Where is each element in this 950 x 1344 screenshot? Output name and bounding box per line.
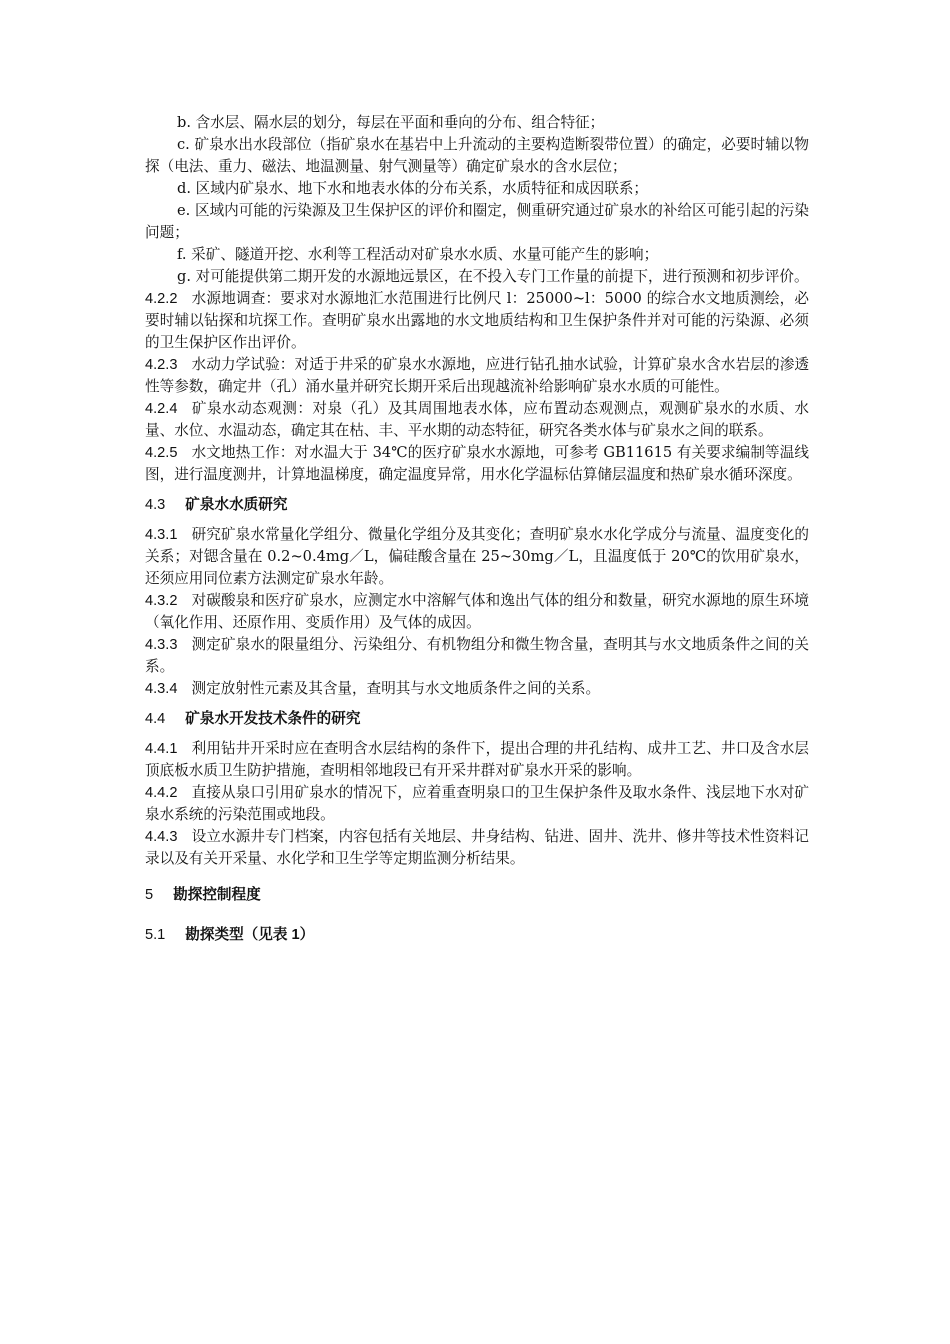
clause-4-2-3 <box>145 354 809 398</box>
clause-number: 4.4.1 <box>145 741 178 757</box>
clause-text: 水源地调查：要求对水源地汇水范围进行比例尺 l：25000~l：5000 的综合水文地质测绘，必要时辅以钻探和坑探工作。查明矿泉水出露地的水文地质结构和卫生保护条件并对可能的污染源、必须的卫生保护区作出评价。 <box>145 290 809 351</box>
clause-4-3-4 <box>145 678 809 700</box>
item-d: d. 区域内矿泉水、地下水和地表水体的分布关系，水质特征和成因联系； <box>177 180 649 197</box>
section-title: 矿泉水水质研究 <box>185 497 288 513</box>
section-number: 4.3 <box>145 497 166 513</box>
clause-text: 矿泉水动态观测：对泉（孔）及其周围地表水体，应布置动态观测点，观测矿泉水的水质、水量、水位、水温动态，确定其在枯、丰、平水期的动态特征，研究各类水体与矿泉水之间的联系。 <box>145 400 809 439</box>
section-number: 5 <box>145 887 154 903</box>
clause-text: 测定放射性元素及其含量，查明其与水文地质条件之间的关系。 <box>191 680 601 697</box>
clause-4-2-5 <box>145 442 809 486</box>
clause-number: 4.2.5 <box>145 445 178 461</box>
document-page <box>145 112 809 946</box>
clause-4-3-1 <box>145 524 809 590</box>
section-title: 矿泉水开发技术条件的研究 <box>185 711 361 727</box>
clause-number: 4.3.1 <box>145 527 178 543</box>
clause-text: 水动力学试验：对适于井采的矿泉水水源地，应进行钻孔抽水试验，计算矿泉水含水岩层的渗透性等参数，确定井（孔）涌水量并研究长期开采后出现越流补给影响矿泉水水质的可能性。 <box>145 356 809 395</box>
clause-4-3-3 <box>145 634 809 678</box>
item-c: c. 矿泉水出水段部位（指矿泉水在基岩中上升流动的主要构造断裂带位置）的确定，必要时辅以物探（电法、重力、磁法、地温测量、射气测量等）确定矿泉水的含水层位； <box>145 136 809 175</box>
clause-number: 4.2.2 <box>145 291 178 307</box>
clause-number: 4.3.2 <box>145 593 178 609</box>
section-title: 勘探类型（见表 1） <box>185 927 315 943</box>
clause-4-4-3 <box>145 826 809 870</box>
section-heading-4-4 <box>145 708 809 730</box>
clause-text: 利用钻井开采时应在查明含水层结构的条件下，提出合理的井孔结构、成井工艺、井口及含水层顶底板水质卫生防护措施，查明相邻地段已有开采井群对矿泉水开采的影响。 <box>145 740 809 779</box>
section-heading-4-3 <box>145 494 809 516</box>
clause-number: 4.4.3 <box>145 829 178 845</box>
item-e: e. 区域内可能的污染源及卫生保护区的评价和圈定，侧重研究通过矿泉水的补给区可能引起的污染问题； <box>145 202 809 241</box>
item-g: g. 对可能提供第二期开发的水源地远景区，在不投入专门工作量的前提下，进行预测和初步评价。 <box>177 268 809 285</box>
section-heading-5-1 <box>145 924 809 946</box>
clause-4-4-1 <box>145 738 809 782</box>
section-number: 4.4 <box>145 711 166 727</box>
clause-number: 4.2.3 <box>145 357 178 373</box>
clause-4-2-4 <box>145 398 809 442</box>
clause-number: 4.3.4 <box>145 681 178 697</box>
clause-number: 4.3.3 <box>145 637 178 653</box>
section-title: 勘探控制程度 <box>173 887 261 903</box>
clause-number: 4.2.4 <box>145 401 178 417</box>
clause-text: 设立水源井专门档案，内容包括有关地层、井身结构、钻进、固井、洗井、修井等技术性资料记录以及有关开采量、水化学和卫生学等定期监测分析结果。 <box>145 828 809 867</box>
chapter-heading-5 <box>145 884 809 906</box>
clause-text: 测定矿泉水的限量组分、污染组分、有机物组分和微生物含量，查明其与水文地质条件之间的关系。 <box>145 636 809 675</box>
clause-4-4-2 <box>145 782 809 826</box>
clause-text: 研究矿泉水常量化学组分、微量化学组分及其变化；查明矿泉水水化学成分与流量、温度变化的关系；对锶含量在 0.2~0.4mg／L，偏硅酸含量在 25~30mg／L，且温度低于 20℃的饮用矿泉水，还须应用同位素方法测定矿泉水年龄。 <box>145 526 809 587</box>
clause-4-3-2 <box>145 590 809 634</box>
clause-text: 对碳酸泉和医疗矿泉水，应测定水中溶解气体和逸出气体的组分和数量，研究水源地的原生环境（氧化作用、还原作用、变质作用）及气体的成因。 <box>145 592 809 631</box>
clause-4-2-2 <box>145 288 809 354</box>
clause-text: 水文地热工作：对水温大于 34℃的医疗矿泉水水源地，可参考 GB11615 有关要求编制等温线图，进行温度测井，计算地温梯度，确定温度异常，用水化学温标估算储层温度和热矿泉水循环深度。 <box>145 444 809 483</box>
section-number: 5.1 <box>145 927 166 943</box>
clause-text: 直接从泉口引用矿泉水的情况下，应着重查明泉口的卫生保护条件及取水条件、浅层地下水对矿泉水系统的污染范围或地段。 <box>145 784 809 823</box>
item-f: f. 采矿、隧道开挖、水利等工程活动对矿泉水水质、水量可能产生的影响； <box>177 246 659 263</box>
clause-number: 4.4.2 <box>145 785 178 801</box>
item-b: b. 含水层、隔水层的划分，每层在平面和垂向的分布、组合特征； <box>177 114 605 131</box>
